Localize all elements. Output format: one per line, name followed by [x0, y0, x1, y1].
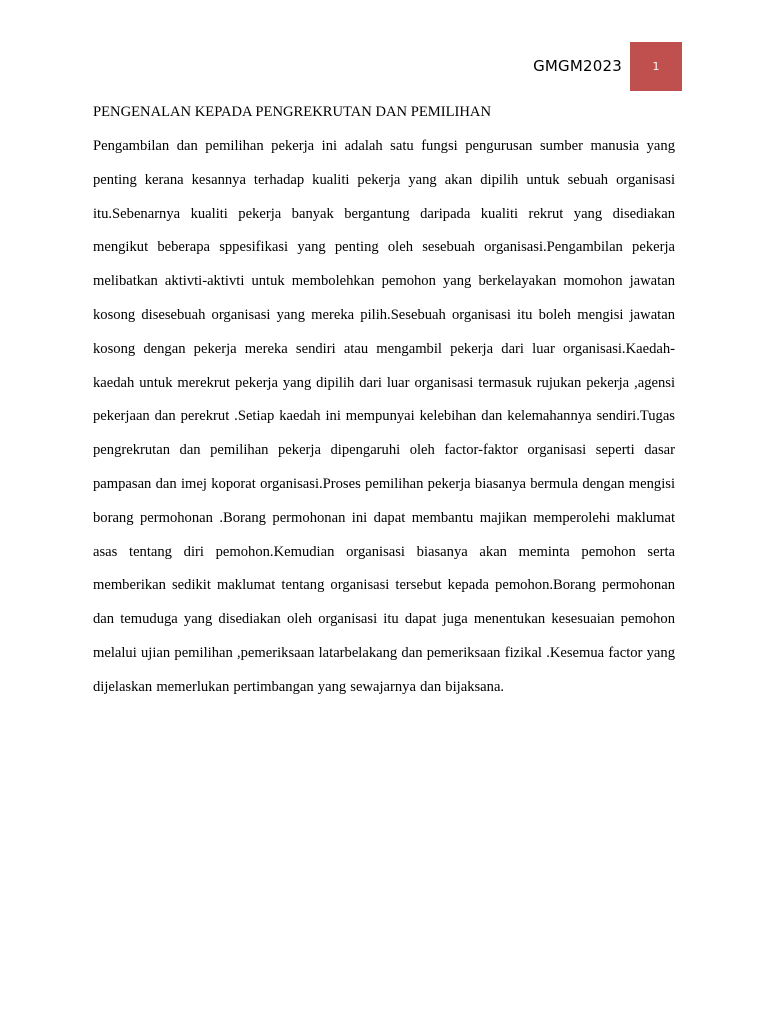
- body-paragraph: Pengambilan dan pemilihan pekerja ini adalah satu fungsi pengurusan sumber manusia yang penting kerana kesannya terhadap kualiti pekerja yang akan dipilih untuk sebuah organisasi itu.Sebenarnya kualiti pekerja banyak bergantung daripada kualiti rekrut yang disediakan mengikut beberapa sppesifikasi yang penting oleh sesebuah organisasi.Pengambilan pekerja melibatkan aktivti-aktivti untuk membolehkan pemohon yang berkelayakan momohon jawatan kosong disesebuah organisasi yang mereka pilih.Sesebuah organisasi itu boleh mengisi jawatan kosong dengan pekerja mereka sendiri atau mengambil pekerja dari luar organisasi.Kaedah-kaedah untuk merekrut pekerja yang dipilih dari luar organisasi termasuk rujukan pekerja ,agensi pekerjaan dan perekrut .Setiap kaedah ini mempunyai kelebihan dan kelemahannya sendiri.Tugas pengrekrutan dan pemilihan pekerja dipengaruhi oleh factor-faktor organisasi seperti dasar pampasan dan imej koporat organisasi.Proses pemilihan pekerja biasanya bermula dengan mengisi borang permohonan .Borang permohonan ini dapat membantu majikan memperolehi maklumat asas tentang diri pemohon.Kemudian organisasi biasanya akan meminta pemohon serta memberikan sedikit maklumat tentang organisasi tersebut kepada pemohon.Borang permohonan dan temuduga yang disediakan oleh organisasi itu dapat juga menentukan kesesuaian pemohon melalui ujian pemilihan ,pemeriksaan latarbelakang dan pemeriksaan fizikal .Kesemua factor yang dijelaskan memerlukan pertimbangan yang sewajarnya dan bijaksana.: [93, 138, 675, 695]
- document-title: PENGENALAN KEPADA PENGREKRUTAN DAN PEMILIHAN: [93, 104, 491, 120]
- page-number-badge: [630, 42, 682, 91]
- page-number: 1: [652, 60, 660, 73]
- document-code: GMGM2023: [533, 57, 622, 75]
